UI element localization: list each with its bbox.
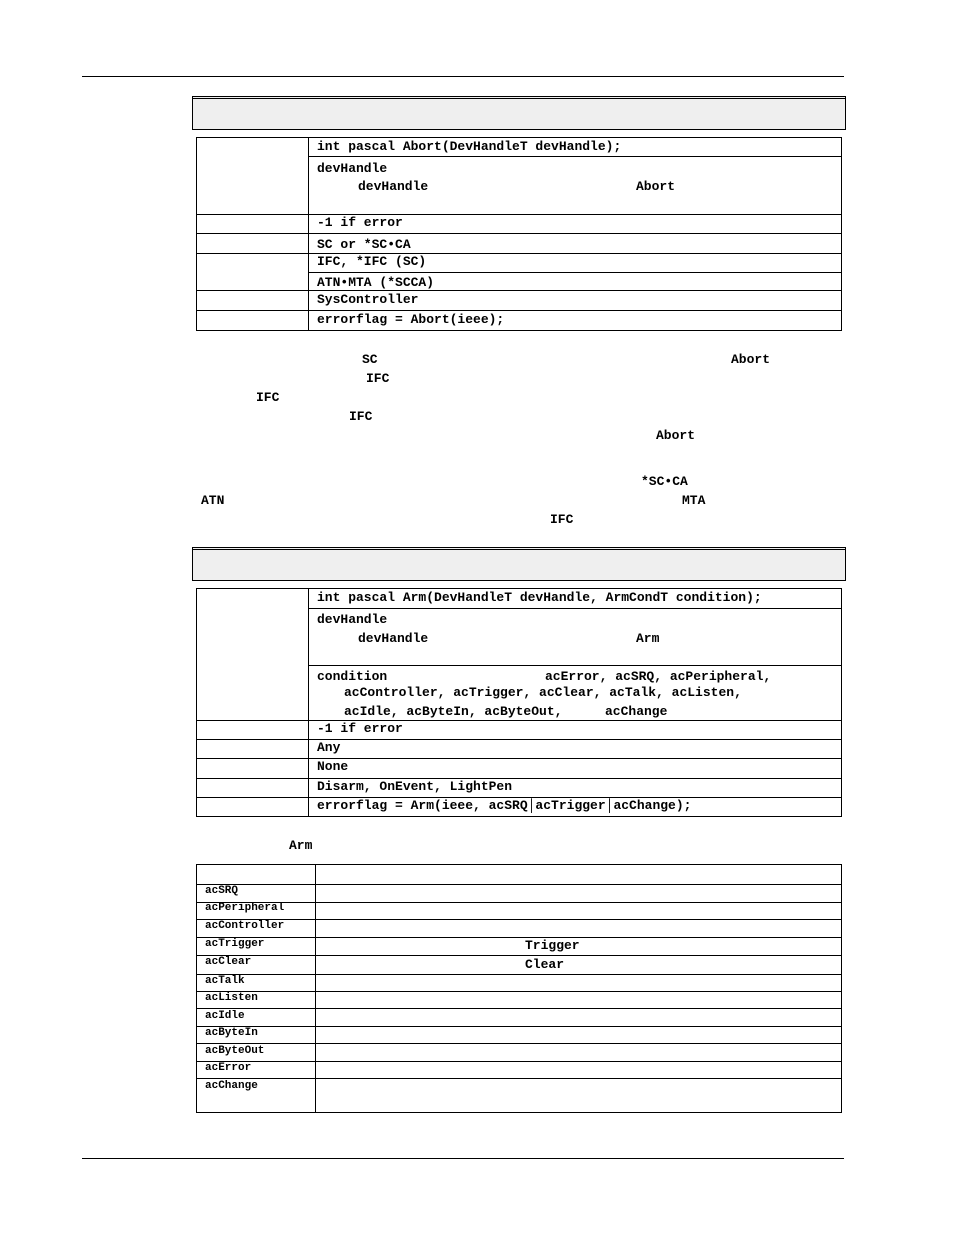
cond-name: acPeripheral bbox=[205, 902, 285, 914]
arm-bus-states: None bbox=[317, 759, 349, 774]
cond-name: acChange bbox=[205, 1080, 258, 1092]
abort-text-ifc-1: IFC bbox=[366, 371, 390, 386]
abort-prototype: int pascal Abort(DevHandleT devHandle); bbox=[317, 139, 622, 154]
arm-param2-line3: acIdle, acByteIn, acByteOut, bbox=[344, 704, 563, 719]
cond-name: acByteOut bbox=[205, 1045, 265, 1057]
cond-desc: Trigger bbox=[525, 938, 580, 953]
arm-example: errorflag = Arm(ieee, acSRQ│acTrigger│acChange); bbox=[317, 798, 692, 813]
arm-param1-desc-a: devHandle bbox=[358, 631, 429, 646]
abort-text-abort: Abort bbox=[731, 352, 771, 367]
abort-text-ifc-2: IFC bbox=[256, 390, 280, 405]
arm-param2-line1: acError, acSRQ, acPeripheral, bbox=[545, 669, 772, 684]
abort-text-atn: ATN bbox=[201, 493, 225, 508]
abort-text-abort-2: Abort bbox=[656, 428, 696, 443]
bottom-rule bbox=[82, 1158, 844, 1159]
abort-param-name: devHandle bbox=[317, 161, 388, 176]
abort-param-desc-a: devHandle bbox=[358, 179, 429, 194]
cond-name: acByteIn bbox=[205, 1027, 258, 1039]
cond-desc: Clear bbox=[525, 957, 565, 972]
abort-text-scca: *SC•CA bbox=[641, 474, 688, 489]
arm-param1-name: devHandle bbox=[317, 612, 388, 627]
condition-table bbox=[196, 864, 842, 1113]
cond-name: acIdle bbox=[205, 1010, 245, 1022]
abort-bus-states-1: IFC, *IFC (SC) bbox=[317, 254, 427, 269]
top-rule bbox=[82, 76, 844, 77]
abort-text-mta: MTA bbox=[682, 493, 706, 508]
abort-bus-states-2: ATN•MTA (*SCCA) bbox=[317, 275, 435, 290]
arm-param2-line2: acController, acTrigger, acClear, acTalk, acListen, bbox=[344, 685, 742, 700]
arm-table-divider bbox=[308, 589, 309, 816]
abort-see-also: SysController bbox=[317, 292, 419, 307]
abort-section-header bbox=[192, 96, 846, 130]
cond-name: acClear bbox=[205, 956, 252, 968]
abort-text-ifc-3: IFC bbox=[349, 409, 373, 424]
arm-param2-line3b: acChange bbox=[605, 704, 668, 719]
arm-table bbox=[196, 588, 842, 817]
arm-param1-desc-b: Arm bbox=[636, 631, 660, 646]
abort-returns: -1 if error bbox=[317, 215, 403, 230]
abort-example: errorflag = Abort(ieee); bbox=[317, 312, 505, 327]
arm-usage: Any bbox=[317, 740, 341, 755]
cond-name: acSRQ bbox=[205, 885, 239, 897]
arm-section-header bbox=[192, 547, 846, 581]
abort-table-divider bbox=[308, 138, 309, 330]
abort-text-ifc-4: IFC bbox=[550, 512, 574, 527]
arm-see-also: Disarm, OnEvent, LightPen bbox=[317, 779, 513, 794]
arm-returns: -1 if error bbox=[317, 721, 403, 736]
abort-usage: SC or *SC•CA bbox=[317, 237, 411, 252]
cond-name: acTrigger bbox=[205, 938, 265, 950]
abort-table bbox=[196, 137, 842, 331]
arm-text-arm: Arm bbox=[289, 838, 313, 853]
cond-name: acController bbox=[205, 920, 285, 932]
abort-text-sc: SC bbox=[362, 352, 378, 367]
cond-name: acTalk bbox=[205, 975, 245, 987]
arm-prototype: int pascal Arm(DevHandleT devHandle, ArmCondT condition); bbox=[317, 590, 762, 605]
abort-param-desc-b: Abort bbox=[636, 179, 676, 194]
cond-name: acListen bbox=[205, 992, 258, 1004]
cond-name: acError bbox=[205, 1062, 252, 1074]
arm-param2-name: condition bbox=[317, 669, 388, 684]
